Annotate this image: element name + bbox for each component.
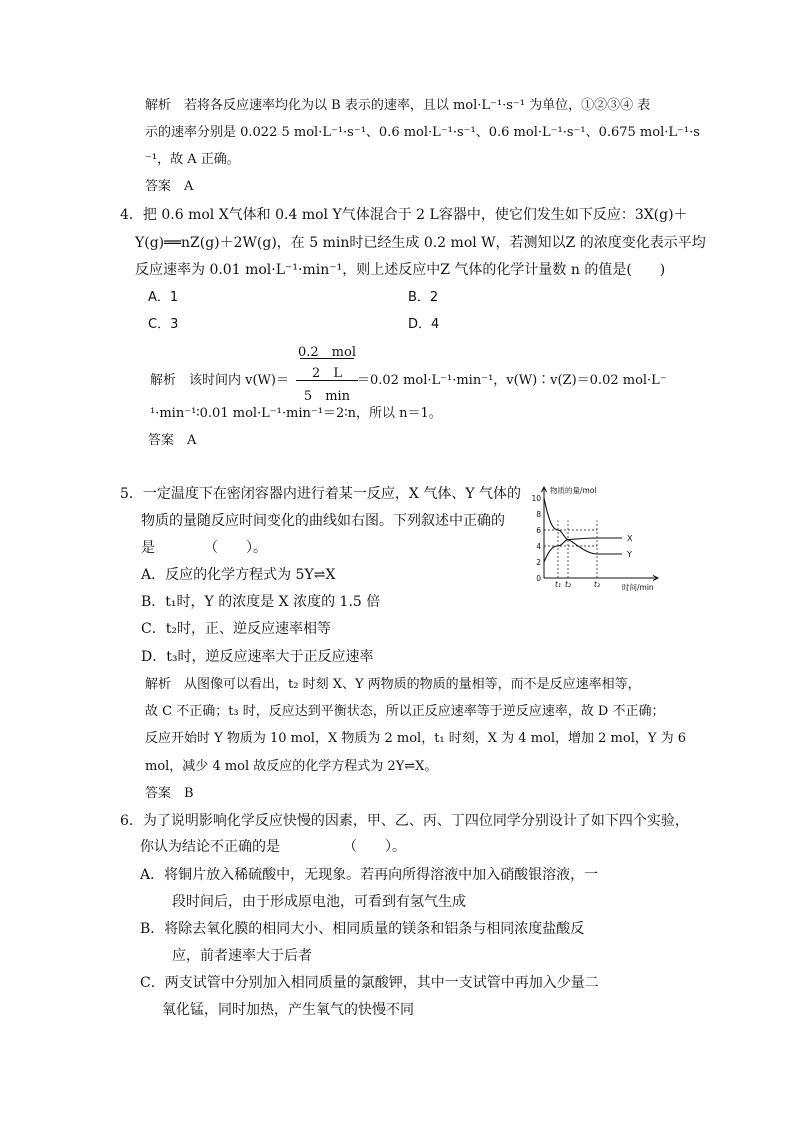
q5-stem-line-3: 是 （ ）。	[141, 540, 267, 556]
q5-chart	[530, 480, 672, 592]
q5-option-b: B．t₁时，Y 的浓度是 X 浓度的 1.5 倍	[141, 594, 381, 610]
q3-analysis-line-1: 解析 若将各反应速率均化为以 B 表示的速率，且以 mol·L⁻¹·s⁻¹ 为单位，①②③④ 表	[145, 98, 651, 113]
q4-analysis-prefix: 解析 该时间内 v(W)＝	[150, 373, 289, 388]
q4-option-a: A．1	[148, 290, 179, 305]
q5-option-a: A．反应的化学方程式为 5Y⇌X	[141, 567, 336, 583]
q5-option-c: C．t₂时，正、逆反应速率相等	[141, 621, 331, 637]
q4-fraction-denominator: 5 min	[303, 389, 351, 404]
series-line-y	[544, 498, 622, 554]
y-tick-label: 2	[536, 558, 541, 567]
series-label-y: Y	[627, 550, 632, 559]
y-tick-label: 10	[531, 494, 541, 503]
q4-option-b: B．2	[408, 290, 439, 305]
q4-option-d: D．4	[408, 317, 440, 332]
q5-analysis-line-3: 反应开始时 Y 物质为 10 mol，X 物质为 2 mol，t₁ 时刻，X 为 4 mol，增加 2 mol，Y 为 6	[145, 731, 686, 746]
q6-option-a-line-2: 段时间后，由于形成原电池，可看到有氢气生成	[172, 894, 466, 910]
y-axis-label: 物质的量/mol	[550, 486, 597, 495]
q4-analysis-line-2: ¹·min⁻¹∶0.01 mol·L⁻¹·min⁻¹＝2∶n，所以 n＝1。	[150, 406, 442, 421]
q6-option-b-line-1: B．将除去氧化膜的相同大小、相同质量的镁条和铝条与相同浓度盐酸反	[140, 921, 585, 937]
q6-option-c-line-1: C．两支试管中分别加入相同质量的氯酸钾，其中一支试管中再加入少量二	[140, 975, 599, 991]
q4-stem-line-3: 反应速率为 0.01 mol·L⁻¹·min⁻¹，则上述反应中Z 气体的化学计量数 n 的值是( )	[135, 262, 666, 278]
q6-stem-line-1: 6．为了说明影响化学反应快慢的因素，甲、乙、丙、丁四位同学分别设计了如下四个实验，	[120, 813, 689, 829]
q6-option-c-line-2: 氧化锰，同时加热，产生氧气的快慢不同	[162, 1002, 414, 1018]
y-tick-label: 0	[536, 574, 541, 583]
q5-stem-line-2: 物质的量随反应时间变化的曲线如右图。下列叙述中正确的	[141, 513, 505, 529]
x-axis-label: 时间/min	[622, 583, 654, 592]
q5-stem-line-1: 5．一定温度下在密闭容器内进行着某一反应，X 气体、Y 气体的	[120, 486, 522, 502]
y-tick-label: 8	[536, 510, 541, 519]
q5-answer: 答案 B	[145, 786, 194, 801]
q6-option-a-line-1: A．将铜片放入稀硫酸中，无现象。若再向所得溶液中加入硝酸银溶液，一	[140, 867, 599, 883]
q4-stem-line-1: 4．把 0.6 mol X气体和 0.4 mol Y气体混合于 2 L容器中，使它们发生如下反应：3X(g)＋	[120, 207, 688, 223]
x-tick-label: t₂	[565, 580, 571, 589]
q4-answer: 答案 A	[148, 433, 197, 448]
q5-analysis-line-1: 解析 从图像可以看出，t₂ 时刻 X、Y 两物质的物质的量相等，而不是反应速率相等，	[145, 677, 641, 692]
y-tick-label: 4	[536, 542, 541, 551]
series-line-x	[544, 538, 622, 562]
q4-fraction-main-bar	[296, 380, 358, 381]
q6-stem-line-2: 你认为结论不正确的是 （ ）。	[140, 839, 406, 855]
q3-analysis-line-2: 示的速率分别是 0.022 5 mol·L⁻¹·s⁻¹、0.6 mol·L⁻¹·s⁻¹、0.6 mol·L⁻¹·s⁻¹、0.675 mol·L⁻¹·s	[145, 125, 700, 140]
series-label-x: X	[627, 534, 633, 543]
q3-analysis-line-3: ⁻¹，故 A 正确。	[145, 152, 240, 167]
q4-fraction-numerator-top: 0.2 mol	[298, 345, 356, 360]
q4-fraction-numerator-bottom: 2 L	[312, 366, 342, 381]
q4-analysis-suffix: ＝0.02 mol·L⁻¹·min⁻¹，v(W)∶v(Z)＝0.02 mol·L⁻	[357, 373, 667, 388]
q6-option-b-line-2: 应，前者速率大于后者	[172, 948, 312, 964]
q5-analysis-line-2: 故 C 不正确；t₃ 时，反应达到平衡状态，所以正反应速率等于逆反应速率，故 D 不正确；	[145, 704, 665, 719]
q4-fraction-inner-bar	[300, 358, 354, 359]
x-tick-label: t₃	[594, 580, 600, 589]
q4-option-c: C．3	[148, 317, 179, 332]
q3-answer: 答案 A	[145, 179, 194, 194]
y-tick-label: 6	[536, 526, 541, 535]
q5-option-d: D．t₃时，逆反应速率大于正反应速率	[141, 649, 374, 665]
q5-analysis-line-4: mol，减少 4 mol 故反应的化学方程式为 2Y⇌X。	[145, 759, 438, 774]
x-tick-label: t₁	[555, 580, 561, 589]
q4-stem-line-2: Y(g)══nZ(g)＋2W(g)，在 5 min时已经生成 0.2 mol W，若测知以Z 的浓度变化表示平均	[135, 235, 706, 251]
